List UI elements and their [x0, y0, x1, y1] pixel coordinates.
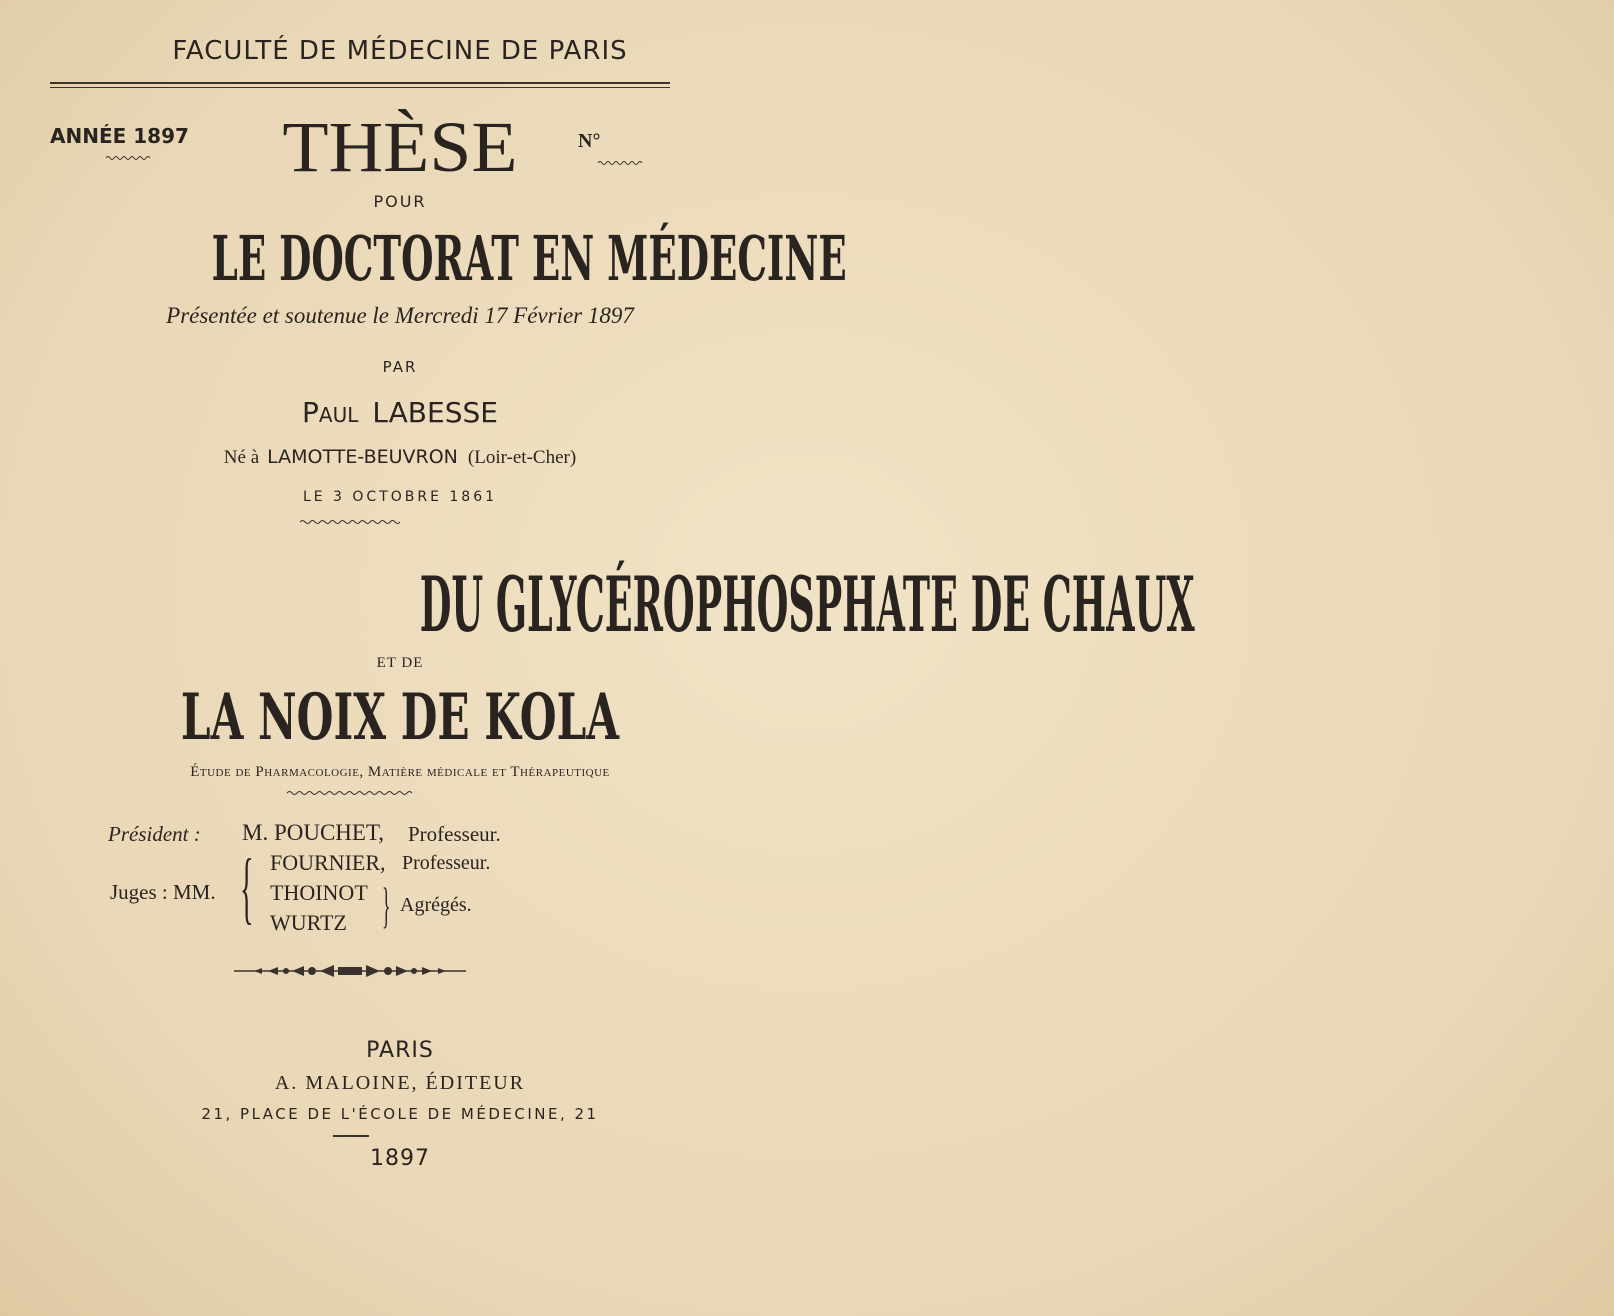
- et-de-label: ET DE: [376, 655, 424, 671]
- judges-label: Juges : MM.: [110, 880, 216, 904]
- president-name: M. POUCHET,: [242, 820, 385, 845]
- president-label: Président :: [108, 822, 201, 846]
- birthdate-line: LE 3 OCTOBRE 1861: [302, 489, 498, 505]
- imprint-year: 1897: [370, 1146, 430, 1171]
- pour-label: POUR: [373, 192, 427, 211]
- par-label: PAR: [382, 358, 418, 376]
- agreges-brace: }: [382, 877, 391, 933]
- header-rule-top: [50, 82, 670, 84]
- year-label: ANNÉE 1897: [50, 124, 189, 148]
- imprint-rule: [333, 1135, 369, 1137]
- study-ornament: [287, 790, 413, 796]
- birthplace-line: Né à LAMOTTE-BEUVRON (Loir-et-Cher): [223, 446, 577, 468]
- judge-fournier-title: Professeur.: [402, 852, 491, 874]
- number-ornament: [598, 160, 642, 166]
- imprint-address: 21, PLACE DE L'ÉCOLE DE MÉDECINE, 21: [201, 1105, 599, 1123]
- number-label: N°: [578, 130, 601, 152]
- judge-thoinot: THOINOT: [270, 880, 368, 905]
- imprint-publisher: A. MALOINE, ÉDITEUR: [274, 1072, 526, 1094]
- agreges-label: Agrégés.: [400, 894, 472, 916]
- birthdate-ornament: [300, 519, 400, 525]
- degree-title: LE DOCTORAT EN MÉDECINE: [211, 222, 847, 295]
- author-name: Paul LABESSE: [302, 396, 498, 429]
- subject-title-line1: DU GLYCÉROPHOSPHATE DE CHAUX: [419, 560, 1195, 649]
- judge-fournier: FOURNIER,: [270, 850, 386, 875]
- faculty-heading: FACULTÉ DE MÉDECINE DE PARIS: [172, 36, 628, 66]
- study-description: Étude de Pharmacologie, Matière médicale et Thérapeutique: [190, 764, 610, 780]
- president-title: Professeur.: [408, 822, 501, 846]
- imprint-city: PARIS: [366, 1038, 434, 1063]
- judges-brace: {: [240, 844, 254, 932]
- these-heading: THÈSE: [282, 107, 518, 187]
- presentation-line: Présentée et soutenue le Mercredi 17 Février 1897: [166, 303, 634, 328]
- subject-title-line2: LA NOIX DE KOLA: [180, 680, 620, 755]
- header-rule-bottom: [50, 87, 670, 88]
- ornamental-divider: [234, 962, 466, 981]
- judge-wurtz: WURTZ: [270, 910, 347, 935]
